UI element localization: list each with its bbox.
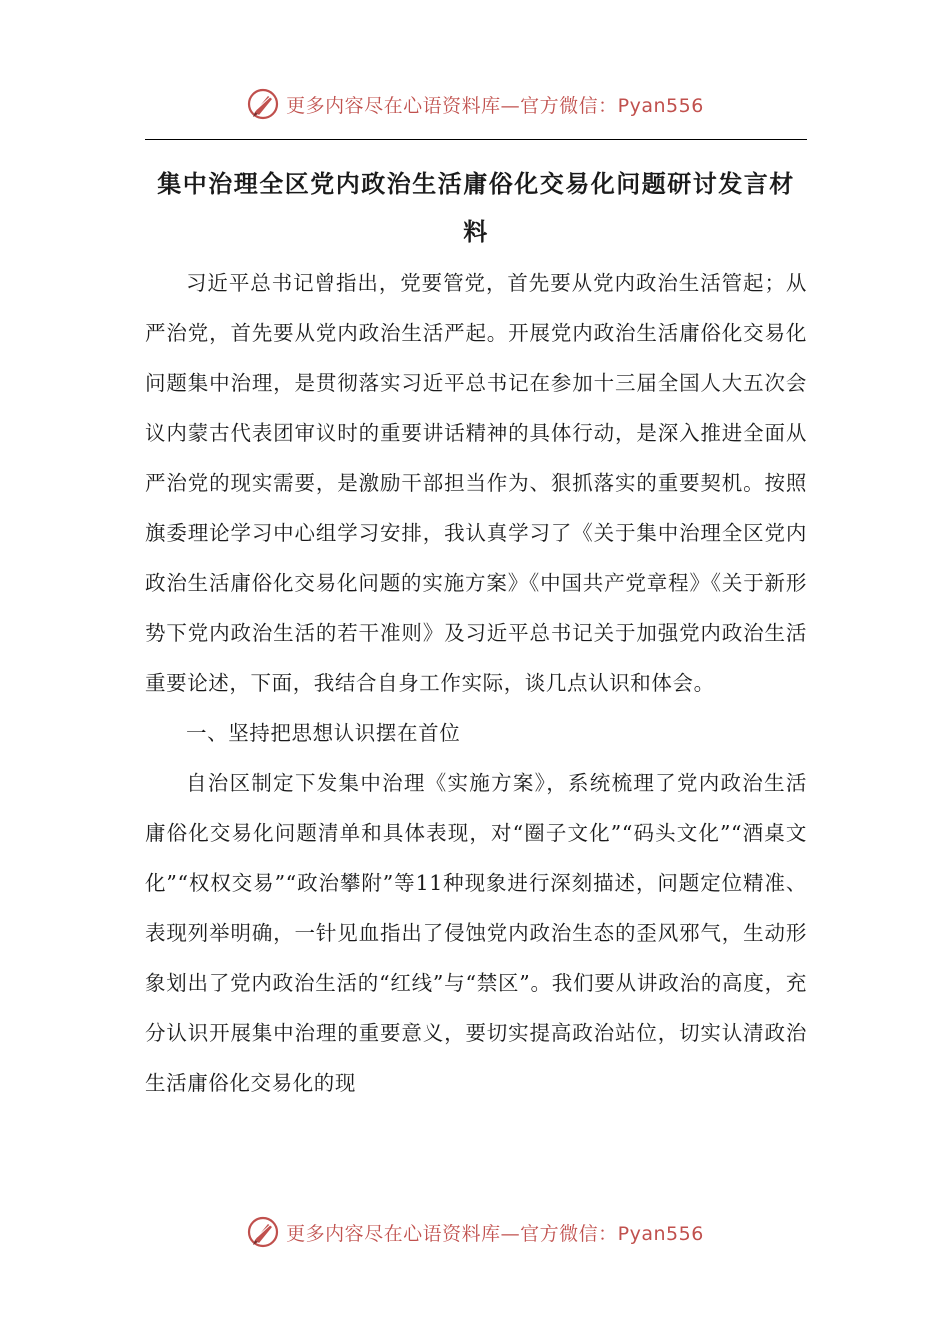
- body-paragraph: 自治区制定下发集中治理《实施方案》，系统梳理了党内政治生活庸俗化交易化问题清单和具体表现，对“圈子文化”“码头文化”“酒桌文化”“权权交易”“政治攀附”等11种现象进行深刻描述，问题定位精准、表现列举明确，一针见血指出了侵蚀党内政治生态的歪风邪气，生动形象划出了党内政治生活的“红线”与“禁区”。我们要从讲政治的高度，充分认识开展集中治理的重要意义，要切实提高政治站位，切实认清政治生活庸俗化交易化的现: [145, 771, 807, 1095]
- footer-wechat-id: Pyan556: [617, 1222, 704, 1245]
- header-banner-text: [286, 91, 704, 118]
- pen-logo-icon: [246, 1215, 280, 1249]
- footer-banner-label: 更多内容尽在心语资料库—官方微信：: [286, 1222, 618, 1245]
- pen-logo-icon: [246, 87, 280, 121]
- document-body: [145, 258, 807, 1108]
- section-heading: 一、坚持把思想认识摆在首位: [186, 721, 461, 745]
- header-banner-inner: [246, 87, 704, 121]
- header-wechat-id: Pyan556: [617, 94, 704, 117]
- header-banner-label: 更多内容尽在心语资料库—官方微信：: [286, 94, 618, 117]
- footer-banner-text: [286, 1219, 704, 1246]
- body-paragraph: 习近平总书记曾指出，党要管党，首先要从党内政治生活管起；从严治党，首先要从党内政治生活严起。开展党内政治生活庸俗化交易化问题集中治理，是贯彻落实习近平总书记在参加十三届全国人大五次会议内蒙古代表团审议时的重要讲话精神的具体行动，是深入推进全面从严治党的现实需要，是激励干部担当作为、狠抓落实的重要契机。按照旗委理论学习中心组学习安排，我认真学习了《关于集中治理全区党内政治生活庸俗化交易化问题的实施方案》《中国共产党章程》《关于新形势下党内政治生活的若干准则》及习近平总书记关于加强党内政治生活重要论述，下面，我结合自身工作实际，谈几点认识和体会。: [145, 271, 807, 695]
- footer-banner: [0, 1212, 950, 1252]
- header-banner: [0, 84, 950, 124]
- footer-banner-inner: [246, 1215, 704, 1249]
- header-divider: [145, 139, 807, 140]
- document-title: 集中治理全区党内政治生活庸俗化交易化问题研讨发言材料: [157, 170, 795, 246]
